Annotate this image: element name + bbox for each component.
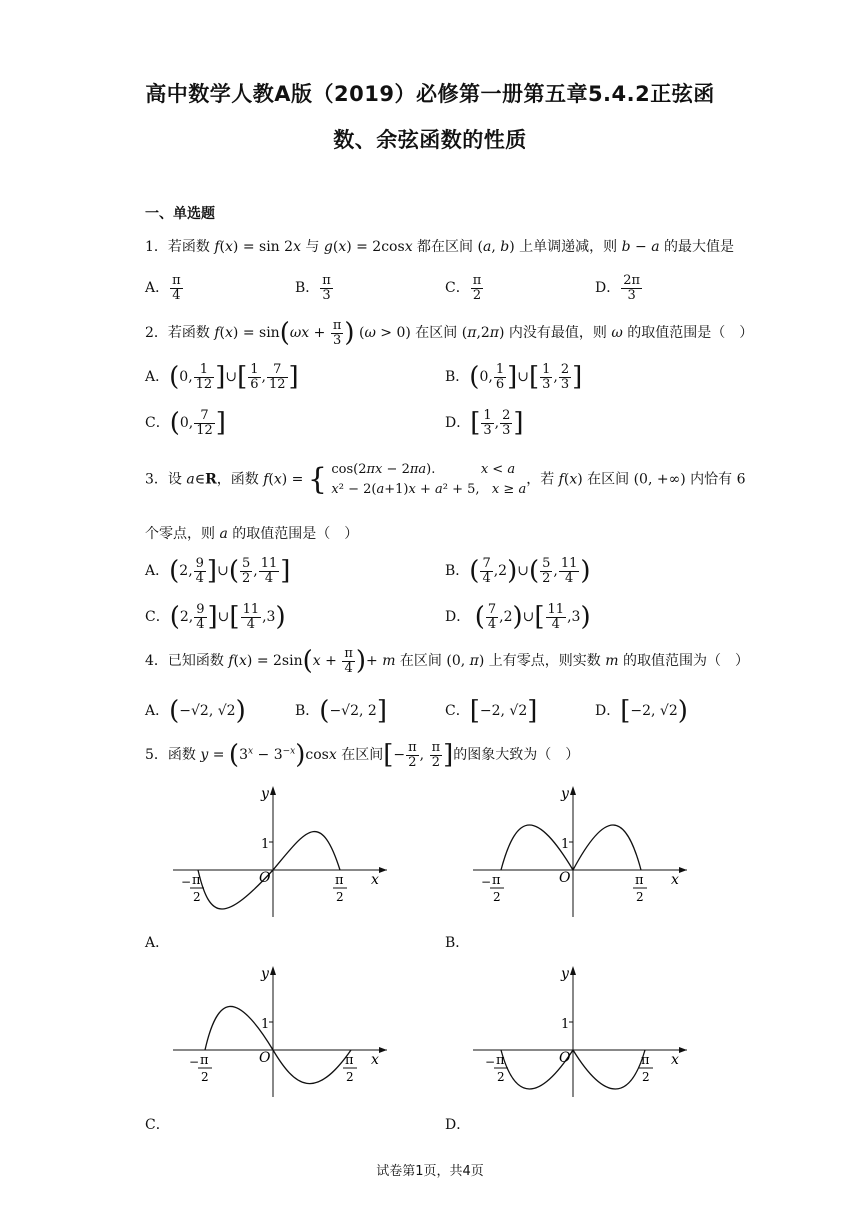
question-5-option-a[interactable]: A． (145, 935, 170, 951)
svg-text:1: 1 (261, 1017, 270, 1032)
page-title-line-2: 数、余弦函数的性质 (333, 128, 527, 152)
svg-text:x: x (671, 1052, 679, 1068)
question-4-option-d[interactable]: D．[−2, √2) (595, 696, 688, 726)
question-5-option-d[interactable]: D． (445, 1117, 471, 1133)
question-1-stem: 1．若函数 f(x) = sin 2x 与 g(x) = 2cosx 都在区间 (a, b) 上单调递减，则 b − a 的最大值是 (145, 239, 734, 255)
svg-text:2: 2 (497, 1070, 505, 1084)
svg-text:x: x (671, 872, 679, 888)
question-2-stem: 2．若函数 f(x) = sin(ωx + $\frac{\pi}{3}$ ) (ω > 0) 在区间 (π,2π) 内没有最值，则 ω 的取值范围是（ ） (145, 317, 754, 348)
x-axis-arrow-icon (679, 867, 687, 873)
curve (501, 825, 641, 870)
svg-text:π: π (492, 873, 501, 888)
svg-text:y: y (561, 786, 569, 802)
svg-text:π: π (635, 873, 644, 888)
svg-text:π: π (335, 873, 344, 888)
question-5-option-b[interactable]: B． (445, 935, 470, 951)
svg-text:−: − (481, 875, 492, 889)
origin-label: O (259, 870, 271, 886)
question-1-option-c[interactable]: C． $\frac{\pi}{2}$ (445, 273, 482, 303)
svg-text:π: π (496, 1053, 505, 1068)
question-3-option-c[interactable]: C．(2, $\frac{9}{4}$ ]∪[ $\frac{11}{4}$ ,3) (145, 601, 286, 632)
section-heading: 一、单选题 (145, 206, 215, 222)
svg-text:1: 1 (561, 1017, 570, 1032)
question-2-option-c[interactable]: C．(0, $\frac{7}{12}$ ] (145, 407, 226, 438)
y-axis-arrow-icon (570, 786, 576, 795)
neg-pi-label: − (181, 875, 192, 889)
svg-text:y: y (261, 966, 269, 982)
graph-option-d[interactable] (465, 962, 695, 1102)
graph-option-c[interactable] (165, 962, 395, 1102)
question-3-option-b[interactable]: B．( $\frac{7}{4}$ ,2)∪( $\frac{5}{2}$ , $\frac{11}{4}$ ) (445, 555, 591, 586)
x-label: x (371, 872, 379, 888)
svg-text:2: 2 (493, 890, 501, 904)
x-axis-arrow-icon (679, 1047, 687, 1053)
question-5-option-c[interactable]: C． (145, 1117, 170, 1133)
page-title-line-1: 高中数学人教A版（2019）必修第一册第五章5.4.2正弦函 (145, 82, 715, 106)
graph-option-a[interactable] (165, 782, 395, 922)
svg-text:O: O (559, 1050, 571, 1066)
graph-option-b[interactable] (465, 782, 695, 922)
question-3-option-a[interactable]: A．(2, $\frac{9}{4}$ ]∪( $\frac{5}{2}$ , $\frac{11}{4}$ ] (145, 555, 291, 586)
one-label: 1 (261, 837, 270, 852)
y-axis-arrow-icon (270, 966, 276, 975)
svg-text:O: O (259, 1050, 271, 1066)
question-3-option-d[interactable]: D． ( $\frac{7}{4}$ ,2)∪[ $\frac{11}{4}$ ,3) (445, 601, 591, 632)
question-4-option-b[interactable]: B．(−√2, 2] (295, 696, 387, 726)
svg-text:1: 1 (561, 837, 570, 852)
svg-text:π: π (345, 1053, 354, 1068)
y-label: y (261, 786, 269, 802)
svg-text:y: y (561, 966, 569, 982)
neg-pi-num: π (192, 873, 201, 888)
question-2-option-d[interactable]: D．[ $\frac{1}{3}$ , $\frac{2}{3}$ ] (445, 407, 524, 438)
question-4-stem: 4．已知函数 f(x) = 2sin(x + $\frac{\pi}{4}$ )+ m 在区间 (0, π) 上有零点，则实数 m 的取值范围为（ ） (145, 645, 749, 676)
question-4-option-a[interactable]: A．(−√2, √2) (145, 696, 246, 726)
question-2-option-a[interactable]: A．(0, $\frac{1}{12}$ ]∪[ $\frac{1}{6}$ , $\frac{7}{12}$ ] (145, 361, 299, 392)
svg-text:2: 2 (193, 890, 201, 904)
svg-text:2: 2 (346, 1070, 354, 1084)
svg-text:2: 2 (336, 890, 344, 904)
y-axis-arrow-icon (270, 786, 276, 795)
question-1-option-b[interactable]: B． $\frac{\pi}{3}$ (295, 273, 331, 303)
curve (205, 1006, 351, 1083)
question-4-option-c[interactable]: C．[−2, √2] (445, 696, 538, 726)
question-5-stem: 5．函数 $y = (3^x - 3^{-x})\cos x$ 在区间[− $\frac{\pi}{2}$ , $\frac{\pi}{2}$ ]的图象大致为（ ） (145, 739, 580, 770)
question-1-option-a[interactable]: A． $\frac{\pi}{4}$ (145, 273, 181, 303)
svg-text:2: 2 (636, 890, 644, 904)
svg-text:O: O (559, 870, 571, 886)
svg-text:π: π (641, 1053, 650, 1068)
question-3-stem-line-2: 个零点，则 a 的取值范围是（ ） (145, 526, 359, 542)
svg-text:−: − (189, 1055, 200, 1069)
svg-text:2: 2 (201, 1070, 209, 1084)
question-3-stem-line-1: 3．设 a∈R，函数 f(x) = { cos(2πx − 2πa). x < a x² − 2(a+1)x + a² + 5, x ≥ a，若 f(x) 在区间 (0, +∞) 内恰有 6 (145, 462, 746, 497)
svg-text:2: 2 (642, 1070, 650, 1084)
x-axis-arrow-icon (379, 867, 387, 873)
question-2-option-b[interactable]: B．(0, $\frac{1}{6}$ ]∪[ $\frac{1}{3}$ , $\frac{2}{3}$ ] (445, 361, 583, 392)
svg-text:x: x (371, 1052, 379, 1068)
question-1-option-d[interactable]: D． $\frac{2\pi}{3}$ (595, 273, 641, 303)
x-axis-arrow-icon (379, 1047, 387, 1053)
y-axis-arrow-icon (570, 966, 576, 975)
svg-text:−: − (485, 1055, 496, 1069)
page-footer: 试卷第1页，共4页 (376, 1164, 484, 1179)
svg-text:π: π (200, 1053, 209, 1068)
